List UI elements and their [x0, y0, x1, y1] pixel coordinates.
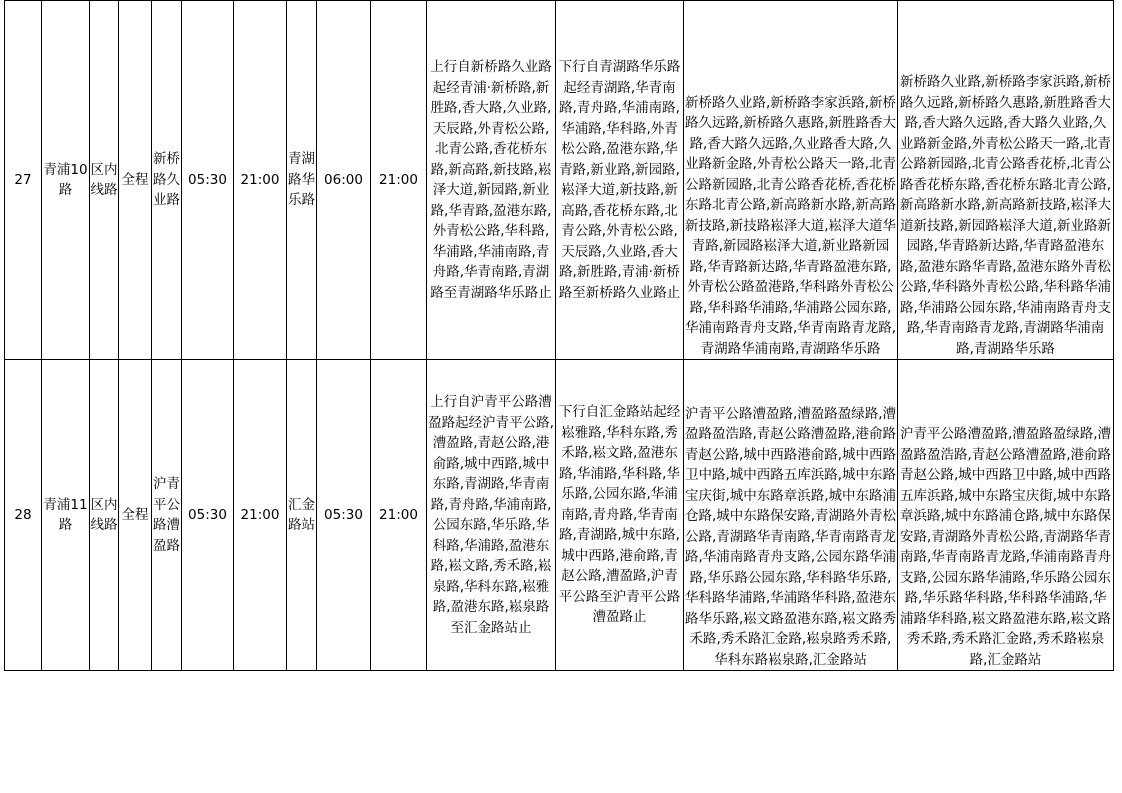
- end-terminal: 青湖路华乐路: [287, 1, 317, 360]
- route-type: 区内线路: [90, 1, 119, 360]
- end-first-bus: 05:30: [317, 360, 371, 671]
- down-direction-route: 下行自青湖路华乐路起经青湖路,华青南路,青舟路,华浦南路,华浦路,华科路,外青松公路,盈港东路,华青路,新业路,新园路,崧泽大道,新技路,新高路,香花桥东路,北青公路,外青松公路,天辰路,久业路,香大路,新胜路,青浦·新桥路至新桥路久业路止: [556, 1, 684, 360]
- up-direction-stops: 沪青平公路漕盈路,漕盈路盈绿路,漕盈路盈浩路,青赵公路漕盈路,港俞路青赵公路,城中西路港俞路,城中西路卫中路,城中西路五库浜路,城中东路宝庆街,城中东路章浜路,城中东路浦仓路,城中东路保安路,青湖路外青松公路,青湖路华青南路,华青南路青龙路,华浦南路青舟支路,公园东路华浦路,华乐路公园东路,华科路华乐路,华科路华浦路,华浦路华科路,盈港东路华乐路,崧文路盈港东路,崧文路秀禾路,秀禾路汇金路,崧泉路秀禾路,华科东路崧泉路,汇金路站: [684, 360, 898, 671]
- table-row: [5, 360, 1114, 671]
- row-number: 28: [5, 360, 42, 671]
- start-last-bus: 21:00: [234, 360, 287, 671]
- start-last-bus: 21:00: [234, 1, 287, 360]
- route-name: 青浦11路: [42, 360, 90, 671]
- bus-route-table: [4, 0, 1114, 671]
- start-first-bus: 05:30: [182, 1, 234, 360]
- start-terminal: 新桥路久业路: [152, 1, 182, 360]
- route-type: 区内线路: [90, 360, 119, 671]
- end-first-bus: 06:00: [317, 1, 371, 360]
- route-span: 全程: [119, 360, 152, 671]
- up-direction-route: 上行自沪青平公路漕盈路起经沪青平公路,漕盈路,青赵公路,港俞路,城中西路,城中东路,青湖路,华青南路,青舟路,华浦南路,公园东路,华乐路,华科路,华浦路,盈港东路,崧文路,秀禾路,崧泉路,华科东路,崧雅路,盈港东路,崧泉路至汇金路站止: [427, 360, 556, 671]
- end-last-bus: 21:00: [371, 1, 427, 360]
- table-row: [5, 1, 1114, 360]
- up-direction-route: 上行自新桥路久业路起经青浦·新桥路,新胜路,香大路,久业路,天辰路,外青松公路,北青公路,香花桥东路,新高路,新技路,崧泽大道,新园路,新业路,华青路,盈港东路,外青松公路,华科路,华浦路,华浦南路,青舟路,华青南路,青湖路至青湖路华乐路止: [427, 1, 556, 360]
- down-direction-stops: 沪青平公路漕盈路,漕盈路盈绿路,漕盈路盈浩路,青赵公路漕盈路,港俞路青赵公路,城中西路卫中路,城中西路五库浜路,城中东路宝庆街,城中东路章浜路,城中东路浦仓路,城中东路保安路,青湖路外青松公路,青湖路华青南路,华青南路青龙路,华浦南路青舟支路,公园东路华浦路,华乐路公园东路,华乐路华科路,华科路华浦路,华浦路华科路,崧文路盈港东路,崧文路秀禾路,秀禾路汇金路,秀禾路崧泉路,汇金路站: [898, 360, 1114, 671]
- start-terminal: 沪青平公路漕盈路: [152, 360, 182, 671]
- down-direction-stops: 新桥路久业路,新桥路李家浜路,新桥路久远路,新桥路久惠路,新胜路香大路,香大路久远路,香大路久业路,久业路新金路,外青松公路天一路,北青公路新园路,北青公路香花桥,北青公路香花桥东路,香花桥东路北青公路,新高路新水路,新高路新技路,崧泽大道新技路,新园路崧泽大道,新业路新园路,华青路新达路,华青路盈港东路,盈港东路华青路,盈港东路外青松公路,华科路外青松公路,华科路华浦路,华浦路公园东路,华浦南路青舟支路,华青南路青龙路,青湖路华浦南路,青湖路华乐路: [898, 1, 1114, 360]
- row-number: 27: [5, 1, 42, 360]
- start-first-bus: 05:30: [182, 360, 234, 671]
- end-terminal: 汇金路站: [287, 360, 317, 671]
- up-direction-stops: 新桥路久业路,新桥路李家浜路,新桥路久远路,新桥路久惠路,新胜路香大路,香大路久远路,久业路香大路,久业路新金路,外青松公路天一路,北青公路新园路,北青公路香花桥,香花桥东路北青公路,新高路新水路,新高路新技路,新技路崧泽大道,崧泽大道华青路,新园路崧泽大道,新业路新园路,华青路新达路,华青路盈港东路,外青松公路盈港路,华科路外青松公路,华科路华浦路,华浦路公园东路,华浦南路青舟支路,华青南路青龙路,青湖路华浦南路,青湖路华乐路: [684, 1, 898, 360]
- end-last-bus: 21:00: [371, 360, 427, 671]
- route-name: 青浦10路: [42, 1, 90, 360]
- route-span: 全程: [119, 1, 152, 360]
- down-direction-route: 下行自汇金路站起经崧雅路,华科东路,秀禾路,崧文路,盈港东路,华浦路,华科路,华乐路,公园东路,华浦南路,青舟路,华青南路,青湖路,城中东路,城中西路,港俞路,青赵公路,漕盈路,沪青平公路至沪青平公路漕盈路止: [556, 360, 684, 671]
